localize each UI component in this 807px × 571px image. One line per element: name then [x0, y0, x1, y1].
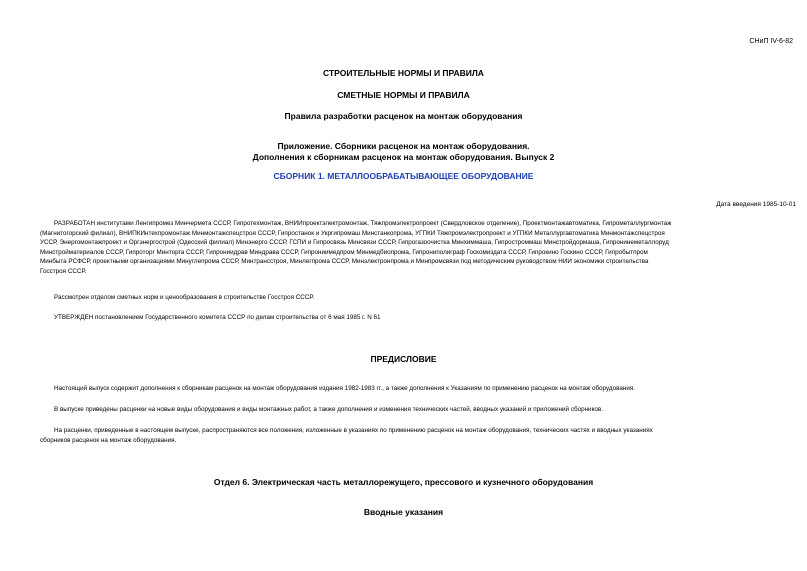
- title-rules: Правила разработки расценок на монтаж оборудования: [284, 111, 523, 121]
- collection-title: СБОРНИК 1. МЕТАЛЛООБРАБАТЫВАЮЩЕЕ ОБОРУДОВАНИЕ: [273, 171, 534, 181]
- developed-line-3: УССР, Энергомонтажпроект и Оргэнергострой (Одесский филиал) Минэнерго СССР, ГСПИ и Гипросвязь Минсвязи СССР, Гипрогазоочистка Минхиммаша, Гипростроммаш Минстройдормаша, Гипронинеметаллоруд: [40, 239, 669, 247]
- developed-line-6: Госстроя СССР.: [40, 267, 87, 275]
- preface-paragraph-3-line-1: На расценки, приведенные в настоящем выпуске, распространяются все положения, изложенные в указаниях по применению расценок на монтаж оборудования, технических частях и вводных указаниях: [54, 427, 653, 434]
- title-building-norms: СТРОИТЕЛЬНЫЕ НОРМЫ И ПРАВИЛА: [323, 68, 484, 78]
- intro-date: Дата введения 1985-10-01: [716, 201, 796, 208]
- developed-line-1: РАЗРАБОТАН институтами Ленгипромез Минчермета СССР, Гипротехмонтаж, ВНИИпроектэлектромонтаж, Тяжпромэлектропроект (Свердловское отделение), Проектмонтажавтоматика, Гипрометаллургмонтаж: [54, 220, 672, 227]
- developed-paragraph: [40, 219, 797, 277]
- developed-line-4: Минстройматериалов СССР, Гипроторг Минторга СССР, Гипрониидрав Миндрава СССР, Гипрониимедпром Минмедбиопрома, Гипрониполиграф Госкомиздата СССР, Гипрокино Госкино СССР, Гипробытпром: [40, 248, 648, 256]
- preface-paragraph-3-line-2: сборников расценок на монтаж оборудования.: [40, 436, 177, 444]
- appendix-line-2: Дополнения к сборникам расценок на монтаж оборудования. Выпуск 2: [252, 152, 555, 162]
- intro-instructions-title: Вводные указания: [363, 507, 444, 517]
- preface-paragraph-3: [40, 426, 797, 445]
- appendix-line-1: Приложение. Сборники расценок на монтаж оборудования.: [277, 141, 530, 151]
- preface-title: ПРЕДИСЛОВИЕ: [370, 354, 437, 364]
- reviewed-paragraph: Рассмотрен отделом сметных норм и ценообразования в строительстве Госстроя СССР.: [54, 294, 315, 301]
- document-code: СНиП IV-6-82: [749, 38, 793, 45]
- preface-paragraph-2: В выпуске приведены расценки на новые виды оборудования и виды монтажных работ, а также дополнения и изменения технических частей, вводных указаний и приложений сборников.: [54, 406, 603, 413]
- developed-line-2: (Магнитогорский филиал), ВНИПКИнтехпромонтаж Минмонтажспецстроя СССР, Гипростанок и Укргипромаш Минстанкопрома, УГПКИ Тяжпромэлектропроект и УГПКИ Металлургавтоматика Минмонтажспецстроя: [40, 229, 665, 237]
- section-title: Отдел 6. Электрическая часть металлорежущего, прессового и кузнечного оборудования: [213, 477, 594, 487]
- title-estimate-norms: СМЕТНЫЕ НОРМЫ И ПРАВИЛА: [337, 90, 470, 100]
- developed-line-5: Минбыта РСФСР, проектными организациями Минуглепрома СССР, Минтрансстроя, Минлегпрома СССР, Минэлектронпрома и Минпромсвязи под методическим руководством НИИ экономики строительства: [40, 258, 649, 266]
- preface-paragraph-1: Настоящий выпуск содержит дополнения к сборникам расценок на монтаж оборудования издания 1982-1983 гг., а также дополнения к Указаниям по применению расценок на монтаж оборудования.: [54, 385, 636, 392]
- approved-paragraph: УТВЕРЖДЕН постановлением Государственного комитета СССР по делам строительства от 6 мая 1985 г. N 61: [54, 314, 381, 321]
